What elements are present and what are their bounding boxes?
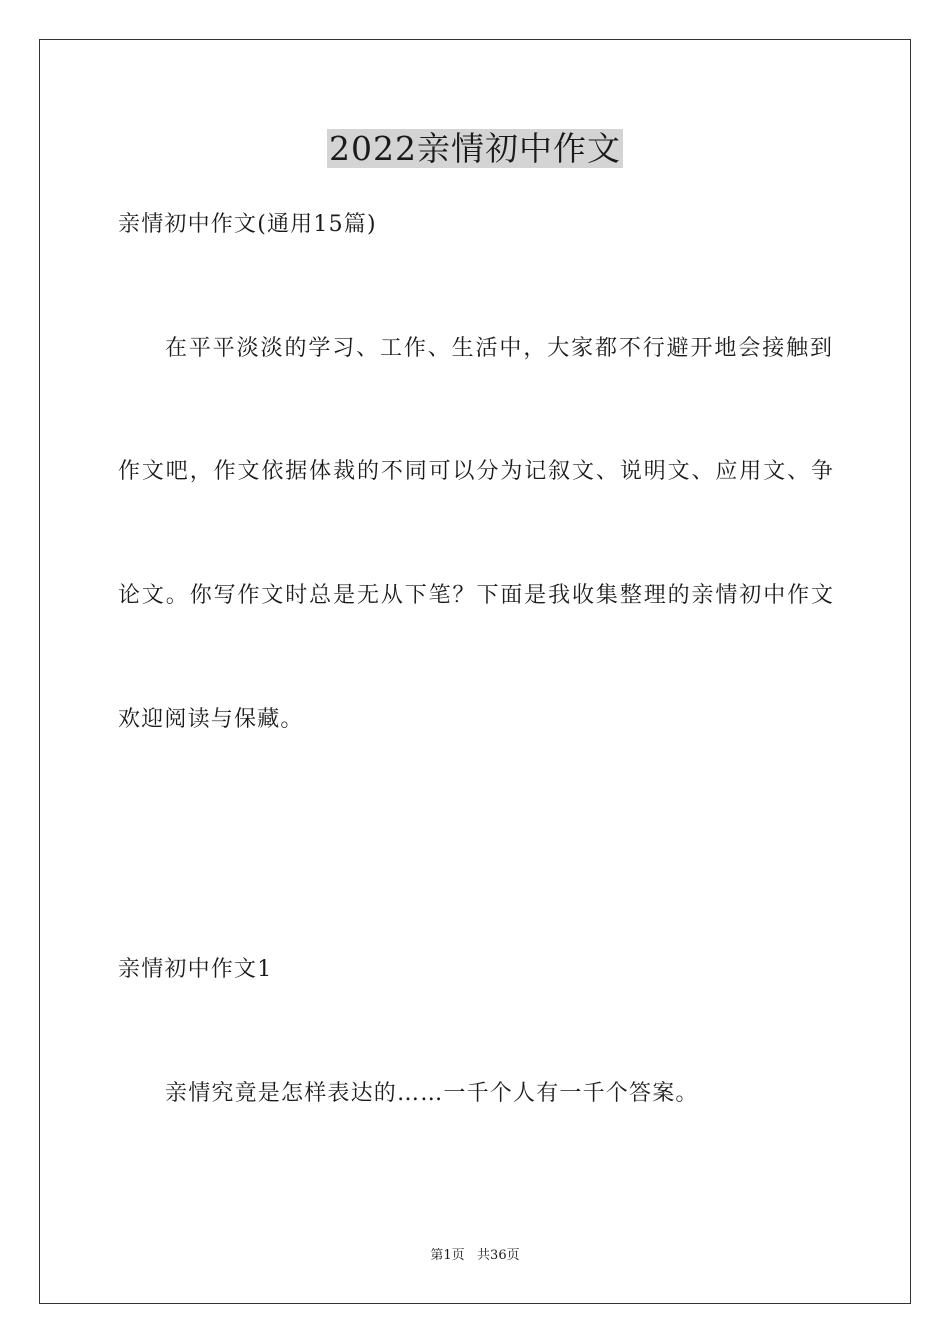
intro-line-3: 论文。你写作文时总是无从下笔？下面是我收集整理的亲情初中作文 [118,583,833,608]
intro-line-1: 在平平淡淡的学习、工作、生活中，大家都不行避开地会接触到 [165,336,832,361]
document-title-text: 2022亲情初中作文 [329,129,621,168]
document-subtitle: 亲情初中作文(通用15篇) [118,212,377,237]
intro-line-2: 作文吧，作文依据体裁的不同可以分为记叙文、说明文、应用文、争 [118,459,833,484]
section-first-line: 亲情究竟是怎样表达的……一千个人有一千个答案。 [165,1081,699,1106]
document-title [0,128,950,170]
section-heading: 亲情初中作文1 [118,957,273,982]
intro-line-4: 欢迎阅读与保藏。 [118,707,304,732]
page-footer: 第1页 共36页 [430,1248,520,1263]
